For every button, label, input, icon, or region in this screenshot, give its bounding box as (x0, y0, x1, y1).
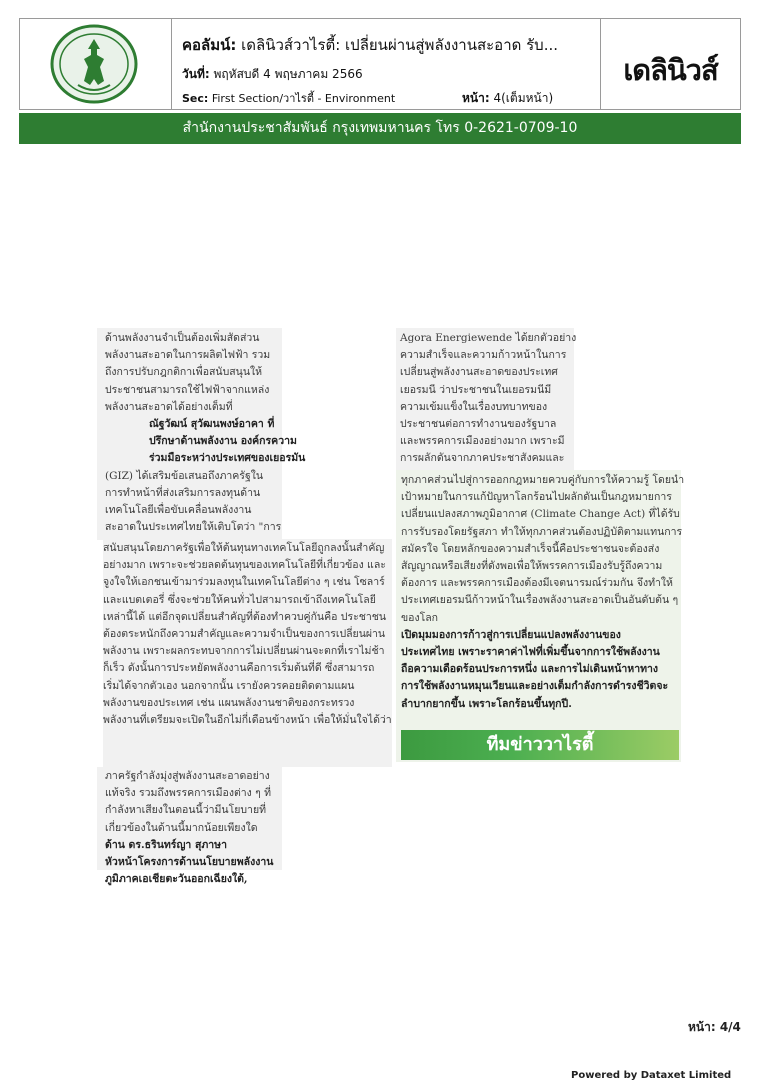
article-column2-top (396, 328, 577, 470)
clipping-page: หน้า: 4(เต็มหน้า) (462, 91, 554, 105)
publication-name: เดลินิวส์ (623, 53, 718, 87)
clipping-header (19, 18, 741, 110)
article-line: เปิดมุมมองการก้าวสู่การเปลี่ยนแปลงพลังงานของ (401, 628, 621, 641)
article-line: เปลี่ยนแปลงสภาพภูมิอากาศ (Climate Change Act) ที่ได้รับ (401, 508, 680, 521)
article-line: สมัครใจ โดยหลักของความสำเร็จนี้คือประชาชนจะต้องส่ง (401, 542, 660, 555)
article-line: และแบตเตอรี่ ซึ่งจะช่วยให้คนทั่วไปสามารถเข้าถึงเทคโนโลยี (103, 593, 376, 606)
article-line: ทุกภาคส่วนไปสู่การออกกฎหมายควบคู่กับการให้ความรู้ โดยนำ (401, 474, 685, 486)
column-title: คอลัมน์: เดลินิวส์วาไรตี้: เปลี่ยนผ่านสู่พลังงานสะอาด รับ... (182, 36, 559, 54)
article-line: พลังงานที่เตรียมจะเปิดในอีกไม่กี่เดือนข้างหน้า เพื่อให้มั่นใจได้ว่า (103, 714, 392, 727)
article-line: (GIZ) ได้เสริมข้อเสนอถึงภาครัฐใน (105, 469, 264, 482)
article-line: กำลังหาเสียงในตอนนี้ว่ามีนโยบายที่ (105, 804, 267, 817)
article-line: พลังงานของประเทศ เช่น แผนพลังงานชาติของกระทรวง (103, 696, 355, 709)
article-line: เหล่านี้ได้ แต่อีกจุดเปลี่ยนสำคัญที่ต้องทำควบคู่กันคือ ประชาชน (103, 610, 387, 623)
logo-cell (20, 19, 172, 109)
article-line: เป้าหมายในการแก้ปัญหาโลกร้อนไปผลักดันเป็นกฎหมายการ (401, 491, 672, 504)
article-line: พลังงาน เพราะผลกระทบจากการไม่เปลี่ยนผ่านจะตกที่เราไม่ช้า (103, 645, 385, 658)
article-line: เกี่ยวข้องในด้านนี้มากน้อยเพียงใด (105, 821, 258, 834)
article-column1-bottom (97, 767, 282, 886)
article-line: สัญญาณหรือเสียงที่ดังพอเพื่อให้พรรคการเมืองรับรู้ถึงความ (401, 560, 663, 573)
article-line: ด้าน ดร.ธรินทร์ญา สุภาษา (105, 838, 227, 851)
article-line: พลังงานสะอาดได้อย่างเต็มที่ (105, 400, 233, 413)
article-line: ด้านพลังงานจำเป็นต้องเพิ่มสัดส่วน (105, 332, 260, 344)
article-line: ประชาชนสามารถใช้ไฟฟ้าจากแหล่ง (105, 383, 270, 396)
article-line: เทคโนโลยีเพื่อขับเคลื่อนพลังงาน (105, 504, 252, 517)
article-line: ความเข้มแข็งในเรื่องบทบาทของ (400, 400, 548, 413)
article-line: ต้องตระหนักถึงความสำคัญและความจำเป็นของการเปลี่ยนผ่าน (103, 628, 386, 641)
article-column1-top (97, 328, 306, 540)
clipping-section: Sec: First Section/วาไรตี้ - Environment (182, 92, 396, 105)
article-line: ประชาชนต่อการทำงานของรัฐบาล (400, 418, 557, 431)
article-line: ของโลก (401, 611, 439, 624)
article-line: พลังงานสะอาดในการผลิตไฟฟ้า รวม (105, 349, 271, 362)
article-wide-block (103, 539, 392, 767)
article-line: จูงใจให้เอกชนเข้ามาร่วมลงทุนในเทคโนโลยีต่าง ๆ เช่น โซลาร์ (103, 576, 385, 589)
article-line: การผลักดันจากภาคประชาสังคมและ (400, 452, 565, 465)
article-line: การรับรองโดยรัฐสภา ทำให้ทุกภาคส่วนต้องปฏิบัติตามแทนการ (401, 525, 683, 538)
article-line: การใช้พลังงานหมุนเวียนและอย่างเต็มกำลังการดำรงชีวิตจะ (401, 680, 669, 693)
article-line: ก็เร็ว ดังนั้นการประหยัดพลังงานคือการเริ่มต้นที่ดี ซึ่งสามารถ (103, 662, 375, 675)
article-highlight-block (396, 470, 685, 762)
agency-bar: สำนักงานประชาสัมพันธ์ กรุงเทพมหานคร โทร 0-2621-0709-10 (19, 113, 741, 144)
powered-by: Powered by Dataxet Limited (571, 1070, 732, 1081)
publication-cell (600, 19, 740, 109)
article-line: ถึงการปรับกฎกติกาเพื่อสนับสนุนให้ (105, 366, 263, 379)
article-line: ถือความเดือดร้อนประการหนึ่ง และการไม่เดินหน้าหาทาง (401, 663, 659, 676)
article-line: ร่วมมือระหว่างประเทศของเยอรมัน (149, 452, 306, 465)
page-number: หน้า: 4/4 (688, 1020, 741, 1034)
article-line: การทำหน้าที่ส่งเสริมการลงทุนด้าน (105, 486, 261, 499)
article-line: ภูมิภาคเอเชียตะวันออกเฉียงใต้, (105, 873, 248, 886)
bangkok-seal-logo (48, 23, 140, 105)
article-line: ต้องการ และพรรคการเมืองต้องมีเจตนารมณ์ร่วมกัน จึงทำให้ (401, 577, 673, 590)
article-line: ปรึกษาด้านพลังงาน องค์กรความ (149, 435, 297, 448)
article-line: เปลี่ยนสู่พลังงานสะอาดของประเทศ (400, 366, 558, 379)
article-line: หัวหน้าโครงการด้านนโยบายพลังงาน (105, 856, 274, 869)
article-line: และพรรคการเมืองอย่างมาก เพราะมี (400, 435, 565, 448)
article-line: ลำบากยากขึ้น เพราะโลกร้อนขึ้นทุกปี. (401, 697, 572, 710)
article-line: ความสำเร็จและความก้าวหน้าในการ (400, 349, 567, 362)
clipping-date: วันที่: พฤหัสบดี 4 พฤษภาคม 2566 (182, 67, 363, 81)
article-line: Agora Energiewende ได้ยกตัวอย่าง (400, 332, 577, 344)
article-line: ภาครัฐกำลังมุ่งสู่พลังงานสะอาดอย่าง (105, 770, 270, 782)
article-line: สนับสนุนโดยภาครัฐเพื่อให้ต้นทุนทางเทคโนโลยีถูกลงนั้นสำคัญ (103, 542, 385, 554)
article-line: สะอาดในประเทศไทยให้เติบโตว่า "การ (105, 521, 282, 534)
article-line: อย่างมาก เพราะจะช่วยลดต้นทุนของเทคโนโลยีที่เกี่ยวข้อง และ (103, 559, 386, 572)
article-line: ประเทศเยอรมนีก้าวหน้าในเรื่องพลังงานสะอาดเป็นอันดับต้น ๆ (401, 594, 679, 607)
article-line: เยอรมนี ว่าประชาชนในเยอรมนีมี (400, 383, 552, 396)
article-line: ณัฐวัฒน์ สุวัฒนพงษ์อาคา ที่ (149, 418, 275, 431)
article-line: ประเทศไทย เพราะราคาค่าไฟที่เพิ่มขึ้นจากการใช้พลังงาน (401, 646, 660, 659)
team-credit-banner: ทีมข่าววาไรตี้ (401, 730, 679, 760)
clipping-meta (182, 19, 592, 109)
article-line: แท้จริง รวมถึงพรรคการเมืองต่าง ๆ ที่ (105, 787, 272, 800)
article-line: เริ่มได้จากตัวเอง นอกจากนั้น เรายังควรคอยติดตามแผน (103, 679, 355, 692)
